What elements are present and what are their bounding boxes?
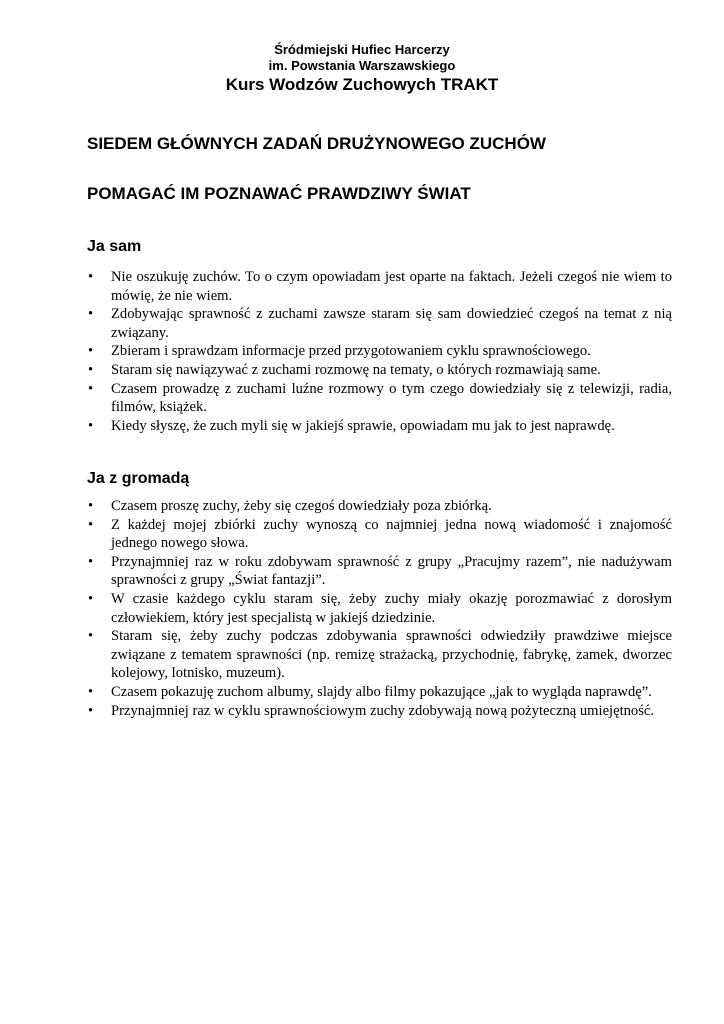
list-item-text: Z każdej mojej zbiórki zuchy wynoszą co najmniej jedna nową wiadomość i znajomość jednego nowego słowa. — [111, 516, 672, 552]
list-item-text: Staram się, żeby zuchy podczas zdobywania sprawności odwiedziły prawdziwe miejsce związane z tematem sprawności (np. remizę strażacką, przychodnię, fabrykę, zamek, dworzec kolejowy, lotnisko, muzeum). — [111, 628, 672, 682]
bullet-icon: • — [88, 628, 94, 645]
list-item — [87, 361, 672, 380]
section-title-ja-sam: Ja sam — [87, 238, 142, 255]
list-item-text: Przynajmniej raz w cyklu sprawnościowym zuchy zdobywają nową pożyteczną umiejętność. — [111, 702, 655, 719]
bullet-icon: • — [88, 516, 94, 533]
list-item-text: Kiedy słyszę, że zuch myli się w jakiejś sprawie, opowiadam mu jak to jest naprawdę. — [111, 417, 615, 434]
list-item-text: Przynajmniej raz w roku zdobywam sprawność z grupy „Pracujmy razem”, nie nadużywam sprawności z grupy „Świat fantazji”. — [111, 553, 672, 589]
bullet-icon: • — [88, 498, 94, 514]
list-item — [87, 702, 672, 721]
bullet-list-ja-z-gromada — [87, 497, 672, 720]
document-header — [0, 42, 724, 96]
list-item — [87, 305, 672, 342]
bullet-icon: • — [88, 380, 94, 397]
sub-heading: POMAGAĆ IM POZNAWAĆ PRAWDZIWY ŚWIAT — [87, 184, 471, 203]
bullet-icon: • — [88, 683, 94, 700]
list-item-text: Nie oszukuję zuchów. To o czym opowiadam jest oparte na faktach. Jeżeli czegoś nie wiem to mówię, że nie wiem. — [111, 269, 672, 304]
list-item — [87, 683, 672, 702]
main-heading: SIEDEM GŁÓWNYCH ZADAŃ DRUŻYNOWEGO ZUCHÓW — [87, 134, 546, 153]
list-item — [87, 590, 672, 627]
header-patron: im. Powstania Warszawskiego — [268, 58, 456, 73]
list-item — [87, 497, 672, 516]
list-item — [87, 553, 672, 590]
list-item — [87, 627, 672, 683]
list-item-text: Czasem pokazuję zuchom albumy, slajdy albo filmy pokazujące „jak to wygląda naprawdę”. — [111, 683, 652, 700]
list-item-text: Staram się nawiązywać z zuchami rozmowę na tematy, o których rozmawiają same. — [111, 361, 601, 378]
bullet-icon: • — [88, 590, 94, 607]
list-item — [87, 516, 672, 553]
header-organization: Śródmiejski Hufiec Harcerzy — [274, 42, 450, 57]
list-item — [87, 268, 672, 305]
bullet-icon: • — [88, 306, 94, 323]
list-item — [87, 380, 672, 417]
header-course-title: Kurs Wodzów Zuchowych TRAKT — [225, 75, 499, 94]
list-item-text: W czasie każdego cyklu staram się, żeby zuchy miały okazję porozmawiać z dorosłym człowiekiem, który jest specjalistą w jakiejś dziedzinie. — [111, 590, 672, 626]
list-item — [87, 417, 672, 436]
bullet-icon: • — [88, 269, 94, 285]
section-title-ja-z-gromada: Ja z gromadą — [87, 470, 190, 487]
list-item-text: Zbieram i sprawdzam informacje przed przygotowaniem cyklu sprawnościowego. — [111, 343, 591, 360]
bullet-icon: • — [88, 417, 94, 434]
bullet-icon: • — [88, 343, 94, 360]
list-item-text: Czasem proszę zuchy, żeby się czegoś dowiedziały poza zbiórką. — [111, 498, 492, 514]
bullet-icon: • — [88, 553, 94, 570]
bullet-icon: • — [88, 702, 94, 719]
bullet-list-ja-sam — [87, 268, 672, 435]
list-item-text: Zdobywając sprawność z zuchami zawsze staram się sam dowiedzieć czegoś na temat z nią związany. — [111, 306, 672, 341]
list-item — [87, 342, 672, 361]
list-item-text: Czasem prowadzę z zuchami luźne rozmowy o tym czego dowiedziały się z telewizji, radia, filmów, książek. — [111, 380, 672, 416]
bullet-icon: • — [88, 361, 94, 378]
